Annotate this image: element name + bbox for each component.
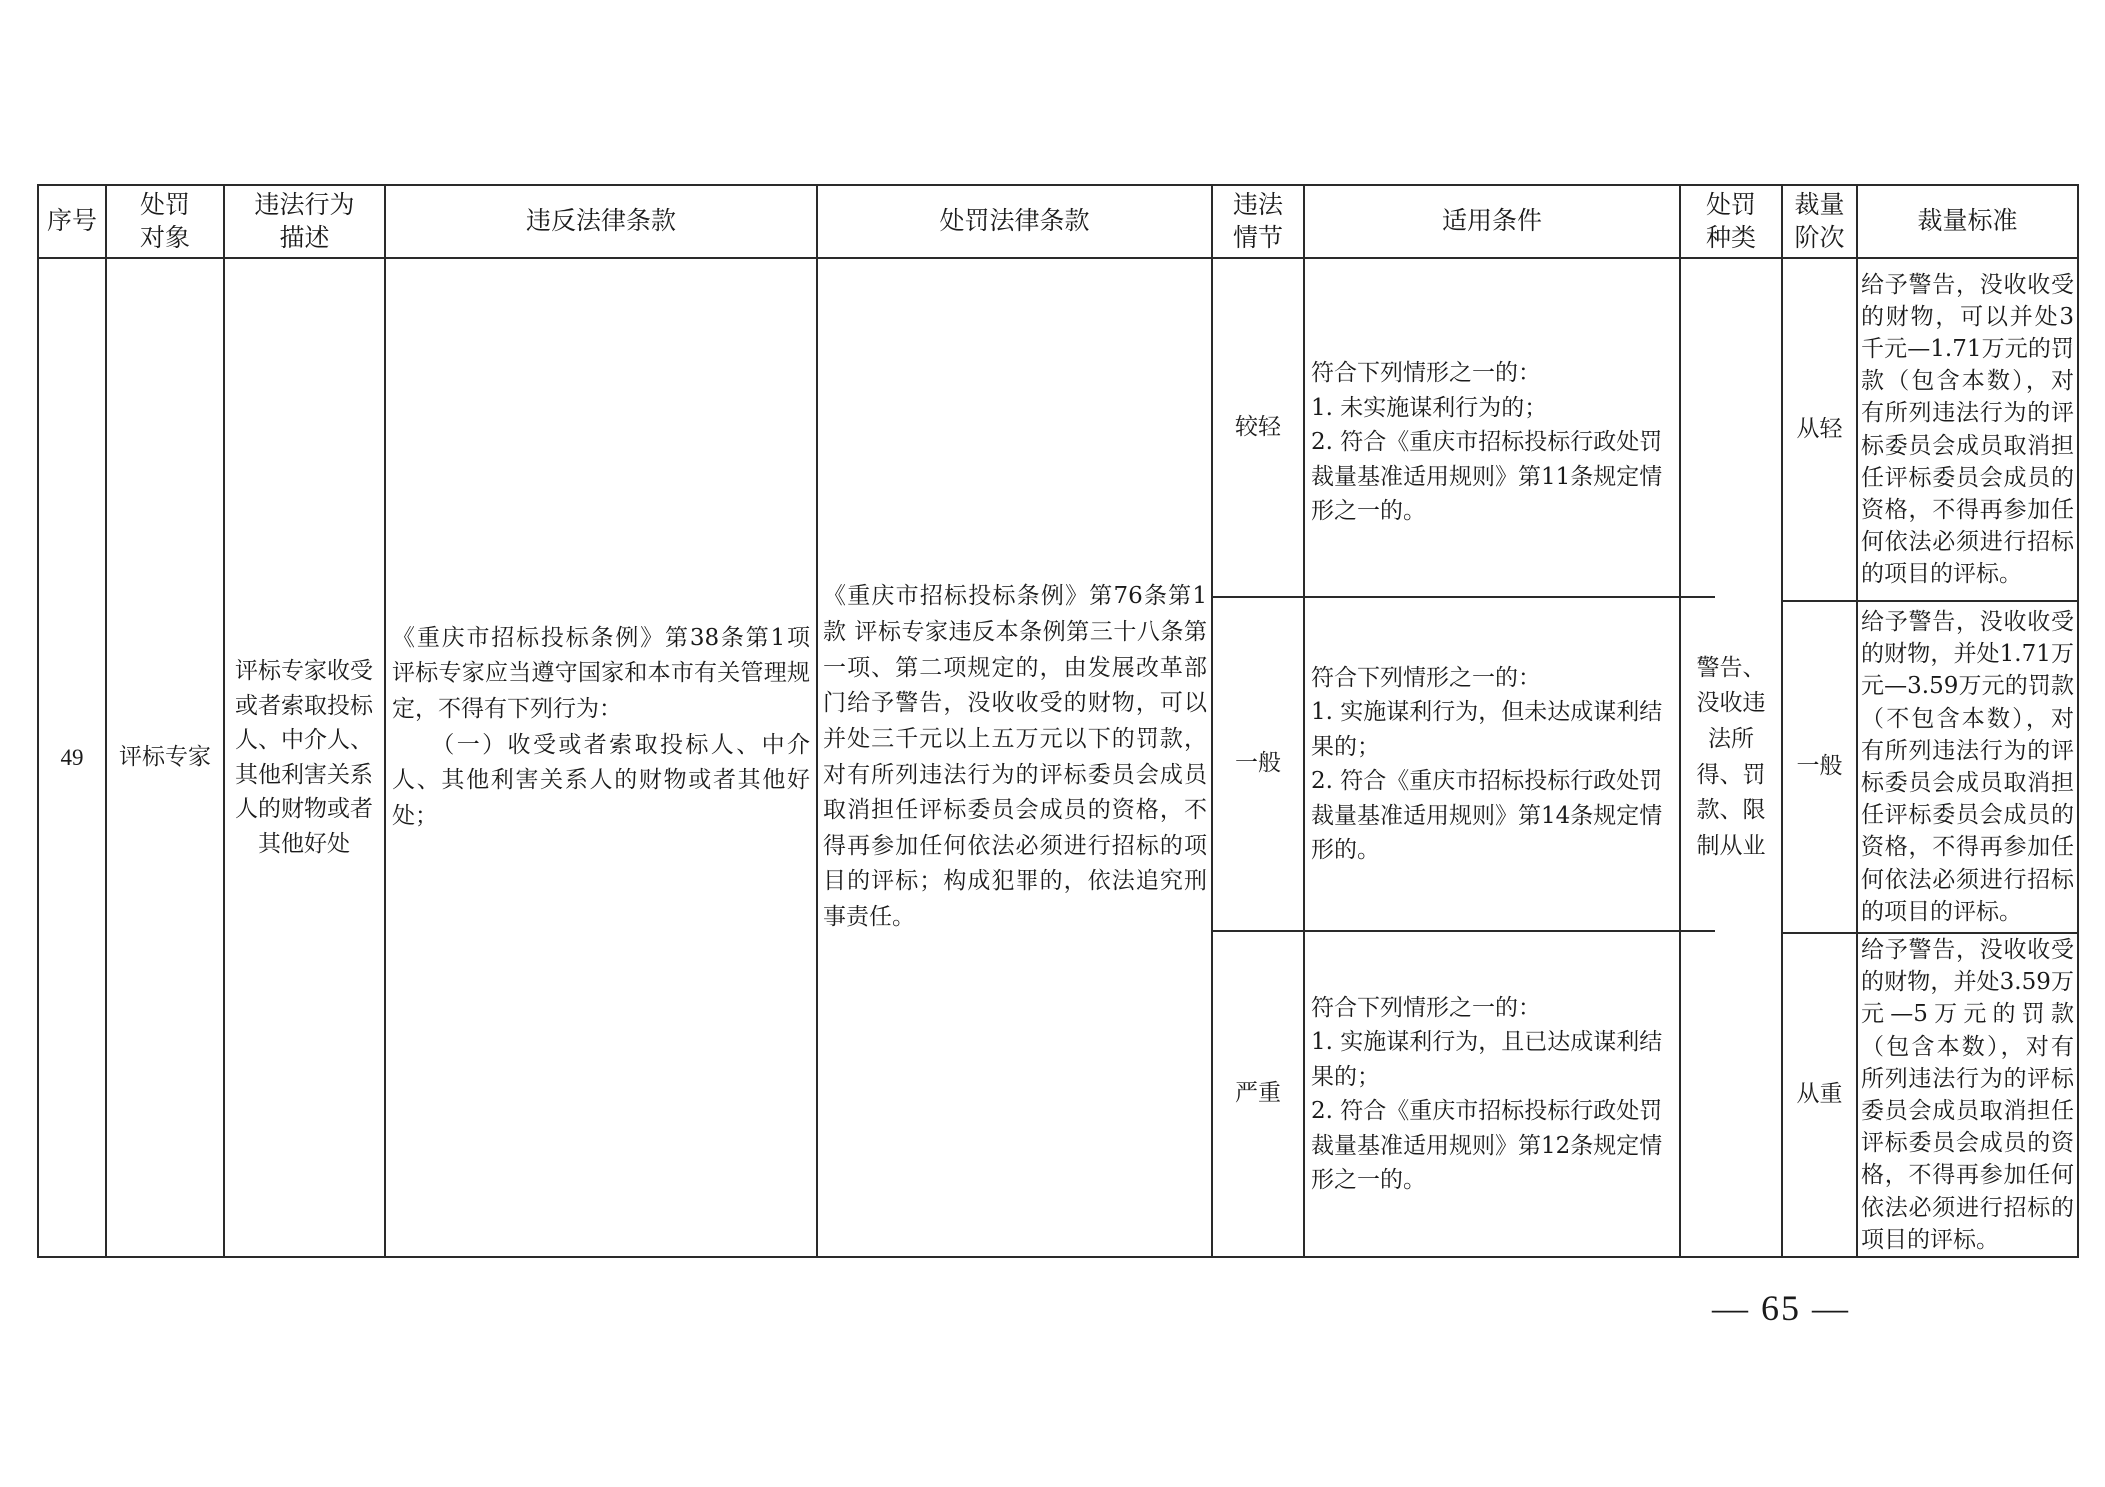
- standard-severe: 给予警告，没收收受的财物，并处3.59万元—5万元的罚款（包含本数），对有所列违法行为的评标委员会成员取消担任评标委员会成员的资格，不得再参加任何依法必须进行招标的项目的评标。: [1861, 937, 2074, 1253]
- level-severe: 从重: [1796, 1081, 1843, 1108]
- circumstance-general: 一般: [1235, 750, 1281, 777]
- row-seq: 49: [60, 744, 84, 770]
- header-penalty-type: 处罚 种类: [1705, 190, 1756, 252]
- header-penalty-clause: 处罚法律条款: [939, 206, 1090, 236]
- standard-lenient: 给予警告，没收收受的财物，可以并处3千元—1.71万元的罚款（包含本数），对有所列违法行为的评标委员会成员取消担任评标委员会成员的资格，不得再参加任何依法必须进行招标的项目的评标。: [1861, 271, 2074, 588]
- page-number: — 65 —: [1712, 1288, 1850, 1328]
- row-penalty-type: 警告、没收违法所得、罚款、限制从业: [1696, 654, 1766, 859]
- header-seq: 序号: [46, 206, 97, 236]
- row-behavior: 评标专家收受或者索取投标人、中介人、其他利害关系人的财物或者其他好处: [235, 658, 373, 857]
- level-general: 一般: [1796, 753, 1843, 780]
- standard-general: 给予警告，没收收受的财物，并处1.71万元—3.59万元的罚款（不包含本数），对有所列违法行为的评标委员会成员取消担任评标委员会成员的资格，不得再参加任何依法必须进行招标的项目的评标。: [1861, 609, 2074, 925]
- conditions-general: 符合下列情形之一的： 1. 实施谋利行为，但未达成谋利结果的； 2. 符合《重庆市招标投标行政处罚裁量基准适用规则》第14条规定情形的。: [1311, 664, 1663, 863]
- circumstance-mild: 较轻: [1235, 413, 1281, 440]
- header-conditions: 适用条件: [1441, 206, 1542, 236]
- header-circumstance: 违法 情节: [1232, 190, 1283, 252]
- header-behavior: 违法行为 描述: [254, 190, 355, 252]
- header-level: 裁量 阶次: [1794, 190, 1845, 252]
- header-violated-clause: 违反法律条款: [525, 206, 676, 236]
- circumstance-serious: 严重: [1235, 1080, 1281, 1107]
- header-target: 处罚 对象: [139, 190, 190, 252]
- row-violated-clause: 《重庆市招标投标条例》第38条第1项 评标专家应当遵守国家和本市有关管理规定，不得有下列行为： （一）收受或者索取投标人、中介人、其他利害关系人的财物或者其他好处；: [392, 624, 810, 829]
- level-lenient: 从轻: [1796, 415, 1843, 442]
- row-penalty-clause: 《重庆市招标投标条例》第76条第1款 评标专家违反本条例第三十八条第一项、第二项规定的，由发展改革部门给予警告，没收收受的财物，可以并处三千元以上五万元以下的罚款，对有所列违法行为的评标委员会成员取消担任评标委员会成员的资格，不得再参加任何依法必须进行招标的项目的评标；构成犯罪的，依法追究刑事责任。: [823, 583, 1207, 931]
- header-standard: 裁量标准: [1917, 206, 2018, 236]
- conditions-serious: 符合下列情形之一的： 1. 实施谋利行为，且已达成谋利结果的； 2. 符合《重庆市招标投标行政处罚裁量基准适用规则》第12条规定情形之一的。: [1311, 994, 1663, 1193]
- conditions-mild: 符合下列情形之一的： 1. 未实施谋利行为的； 2. 符合《重庆市招标投标行政处罚裁量基准适用规则》第11条规定情形之一的。: [1311, 360, 1663, 525]
- row-target: 评标专家: [119, 743, 211, 770]
